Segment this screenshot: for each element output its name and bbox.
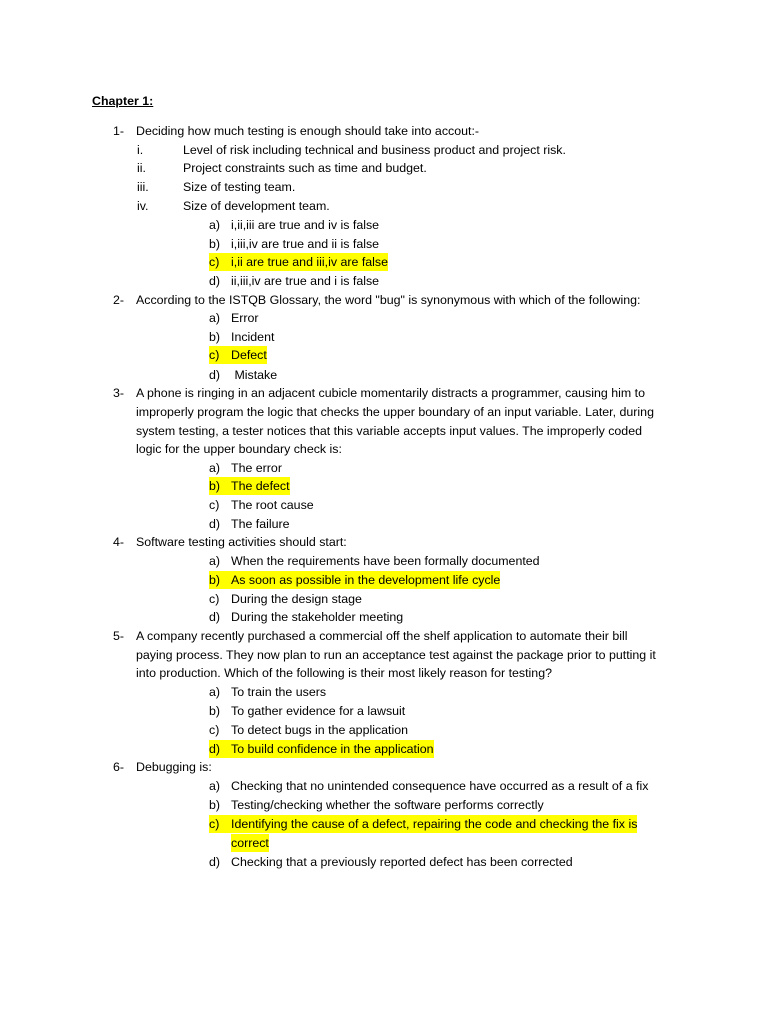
option-letter: a) [209,461,221,475]
option-text: When the requirements have been formally documented [231,554,540,568]
question-text: Debugging is: [136,760,212,774]
option-letter: b) [209,330,221,344]
question-number: 5- [113,629,125,643]
answer-option [209,496,314,514]
option-text: i,ii are true and iii,iv are false [231,255,389,269]
option-text: The error [231,461,282,475]
option-letter: b) [209,573,221,587]
statement-numeral: iii. [137,180,149,194]
statement-text: Size of development team. [183,199,330,213]
question-text: A company recently purchased a commercial off the shelf application to automate their bill [136,629,628,643]
question-number: 2- [113,293,125,307]
question-stem [113,384,645,402]
question-number: 6- [113,760,125,774]
answer-option-highlighted [209,477,290,495]
answer-option-continued-highlighted: correct [231,836,269,850]
option-text: Checking that a previously reported defect has been corrected [231,855,573,869]
option-text: ii,iii,iv are true and i is false [231,274,380,288]
statement-numeral: i. [137,143,144,157]
question-text-continued: into production. Which of the following is their most likely reason for testing? [136,666,552,680]
option-letter: d) [209,855,221,869]
answer-option [209,235,379,253]
option-text: i,iii,iv are true and ii is false [231,237,380,251]
question-text: A phone is ringing in an adjacent cubicle momentarily distracts a programmer, causing him to [136,386,645,400]
option-letter: c) [209,817,220,831]
option-letter: c) [209,723,220,737]
answer-option-highlighted [209,815,637,833]
option-text: Mistake [231,368,278,382]
answer-option [209,796,544,814]
option-letter: c) [209,255,220,269]
answer-option-highlighted [209,346,267,364]
option-text: Error [231,311,259,325]
question-text-continued: improperly program the logic that checks the upper boundary of an input variable. Later, during [136,405,654,419]
answer-option [209,683,326,701]
option-letter: a) [209,685,221,699]
option-text: During the design stage [231,592,362,606]
question-stem [113,627,628,645]
option-text: i,ii,iii are true and iv is false [231,218,380,232]
question-text: Software testing activities should start: [136,535,347,549]
option-letter: d) [209,742,221,756]
answer-option [209,608,403,626]
answer-option [209,721,408,739]
answer-option [209,702,405,720]
statement-text: Level of risk including technical and business product and project risk. [183,143,566,157]
option-text: To train the users [231,685,327,699]
question-stem [113,533,347,551]
option-text: To build confidence in the application [231,742,434,756]
option-text: The failure [231,517,290,531]
option-text: The root cause [231,498,314,512]
question-text: According to the ISTQB Glossary, the word "bug" is synonymous with which of the following: [136,293,641,307]
question-text-continued: logic for the upper boundary check is: [136,442,342,456]
question-text-continued: system testing, a tester notices that this variable accepts input values. The improperly coded [136,424,642,438]
option-letter: a) [209,218,221,232]
option-letter: b) [209,237,221,251]
question-number: 3- [113,386,125,400]
option-text: Incident [231,330,275,344]
answer-option [209,328,274,346]
option-text: To detect bugs in the application [231,723,409,737]
answer-option [209,309,259,327]
question-text: Deciding how much testing is enough should take into accout:- [136,124,480,138]
answer-option [209,777,648,795]
answer-option [209,552,540,570]
option-letter: a) [209,311,221,325]
answer-option [209,853,573,871]
question-number: 1- [113,124,125,138]
answer-option-highlighted [209,740,434,758]
option-text: As soon as possible in the development life cycle [231,573,501,587]
answer-option [209,272,379,290]
answer-option [209,459,282,477]
statement-text: Size of testing team. [183,180,296,194]
question-stem [113,758,212,776]
option-text: The defect [231,479,290,493]
option-letter: b) [209,798,221,812]
question-stem [113,122,479,140]
option-text: Defect [231,348,267,362]
option-text: Identifying the cause of a defect, repairing the code and checking the fix is [231,817,638,831]
answer-option [209,515,290,533]
option-letter: c) [209,348,220,362]
option-letter: d) [209,517,221,531]
statement-numeral: iv. [137,199,149,213]
chapter-title: Chapter 1: [92,94,154,108]
question-number: 4- [113,535,125,549]
statement-item [137,141,566,159]
option-letter: c) [209,592,220,606]
statement-numeral: ii. [137,161,146,175]
option-letter: d) [209,610,221,624]
option-letter: b) [209,704,221,718]
option-text: To gather evidence for a lawsuit [231,704,406,718]
question-text-continued: paying process. They now plan to run an acceptance test against the package prior to putting it [136,648,656,662]
option-letter: d) [209,274,221,288]
answer-option [209,590,362,608]
option-letter: d) [209,368,221,382]
option-letter: c) [209,498,220,512]
option-letter: a) [209,554,221,568]
option-text: Checking that no unintended consequence have occurred as a result of a fix [231,779,649,793]
answer-option-highlighted [209,253,388,271]
answer-option-highlighted [209,571,500,589]
option-text: Testing/checking whether the software performs correctly [231,798,544,812]
option-letter: b) [209,479,221,493]
statement-item [137,178,295,196]
statement-text: Project constraints such as time and budget. [183,161,427,175]
question-stem [113,291,640,309]
option-text: During the stakeholder meeting [231,610,404,624]
answer-option [209,366,277,384]
statement-item [137,197,330,215]
option-letter: a) [209,779,221,793]
statement-item [137,159,427,177]
answer-option [209,216,379,234]
